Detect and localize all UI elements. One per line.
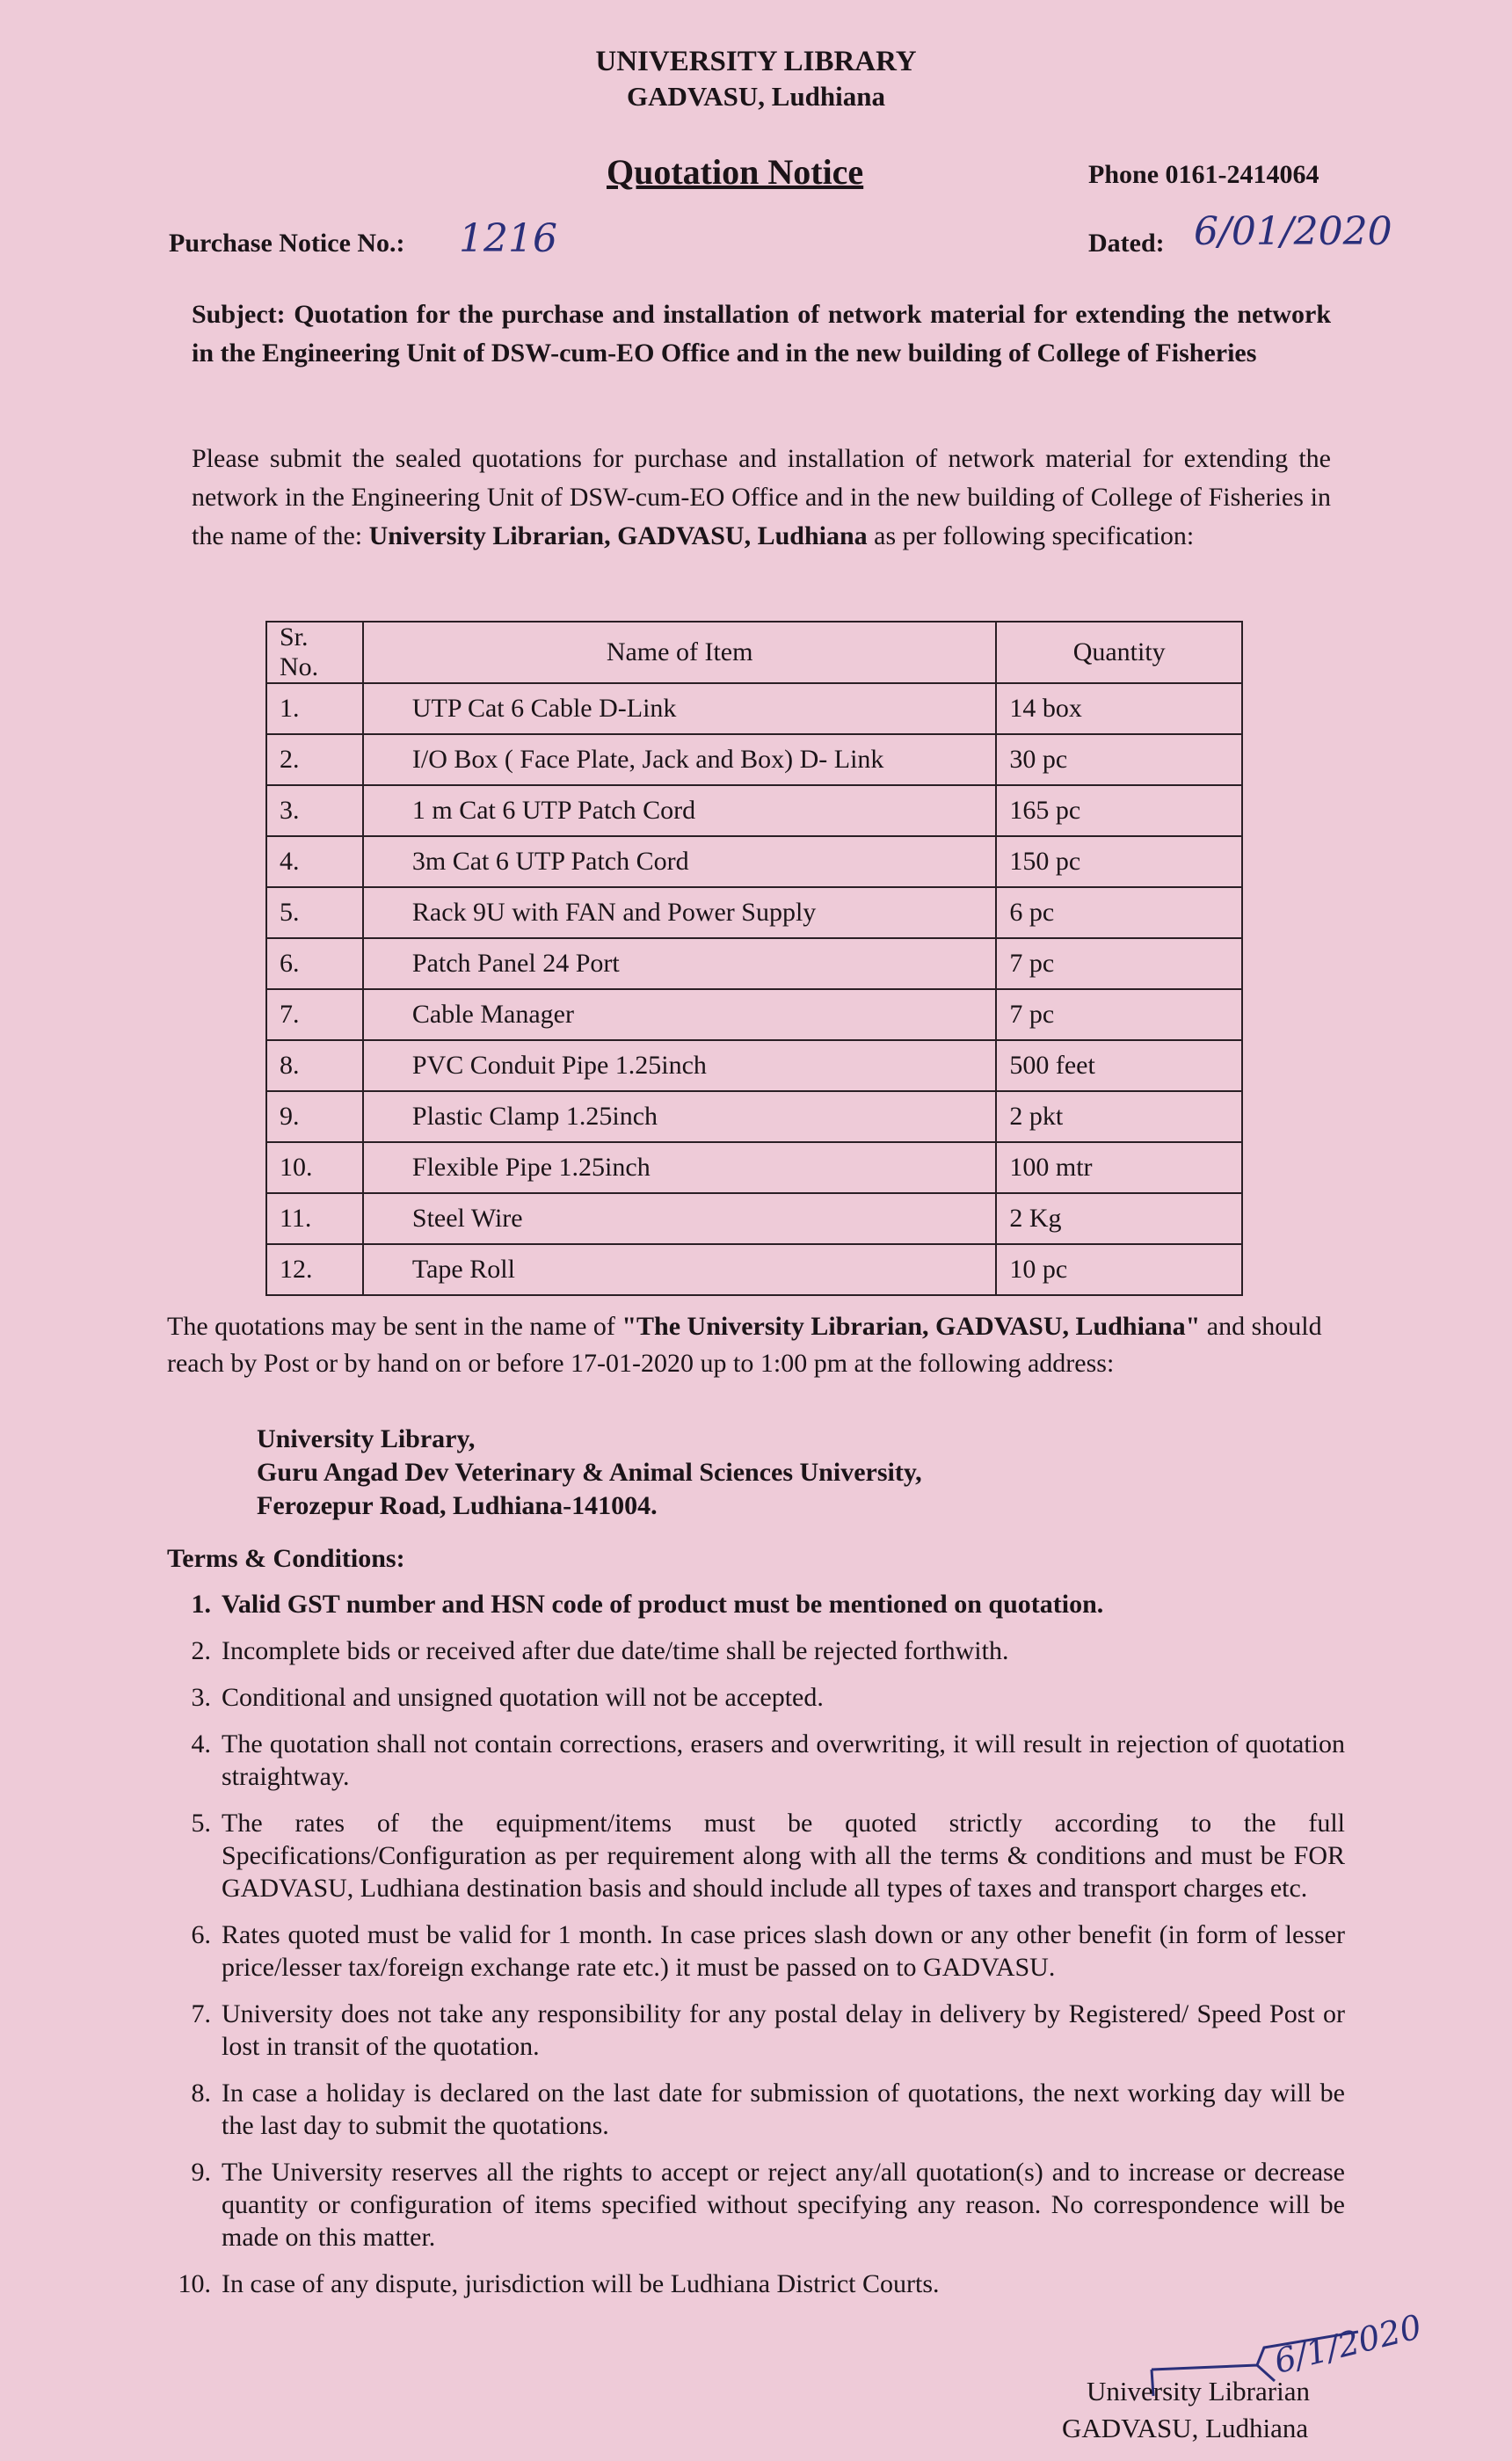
term-text: Rates quoted must be valid for 1 month. In case prices slash down or any other benefit (in form of lesser price/lesser tax/foreign exchange rate etc.) it must be passed on to GADVASU. xyxy=(222,1920,1345,1982)
column-header-item-name: Name of Item xyxy=(363,622,996,683)
submission-text-start: The quotations may be sent in the name of xyxy=(167,1312,622,1341)
term-number: 10. xyxy=(178,2269,211,2298)
cell-sr-no: 2. xyxy=(266,734,363,785)
cell-quantity: 100 mtr xyxy=(996,1142,1242,1193)
term-item xyxy=(141,1807,1345,1904)
term-item xyxy=(141,2156,1345,2253)
table-row xyxy=(266,734,1242,785)
term-text: The University reserves all the rights to accept or reject any/all quotation(s) and to increase or decrease quantity or configuration of items specified without specifying any reason. No correspondence will be made on this matter. xyxy=(222,2158,1345,2252)
postal-address xyxy=(257,1423,922,1523)
header-university-library: UNIVERSITY LIBRARY xyxy=(595,46,917,77)
term-item xyxy=(141,1728,1345,1793)
items-table xyxy=(265,621,1243,1296)
term-item xyxy=(141,1635,1345,1667)
term-item xyxy=(141,1681,1345,1714)
signatory-title: University Librarian xyxy=(1087,2376,1310,2406)
table-row xyxy=(266,1142,1242,1193)
term-number: 2. xyxy=(191,1636,211,1665)
cell-quantity: 165 pc xyxy=(996,785,1242,836)
address-line: Ferozepur Road, Ludhiana-141004. xyxy=(257,1491,658,1520)
table-row xyxy=(266,989,1242,1040)
signatory-institution: GADVASU, Ludhiana xyxy=(1062,2413,1309,2443)
table-row xyxy=(266,1193,1242,1244)
cell-item-name: Patch Panel 24 Port xyxy=(363,938,996,989)
table-row xyxy=(266,1040,1242,1091)
cell-sr-no: 10. xyxy=(266,1142,363,1193)
term-number: 5. xyxy=(191,1809,211,1838)
cell-item-name: UTP Cat 6 Cable D-Link xyxy=(363,683,996,734)
purchase-notice-number: 1216 xyxy=(459,216,557,261)
cell-sr-no: 4. xyxy=(266,836,363,887)
term-number: 7. xyxy=(191,1999,211,2028)
cell-sr-no: 11. xyxy=(266,1193,363,1244)
terms-list xyxy=(141,1588,1345,2314)
term-number: 6. xyxy=(191,1920,211,1949)
cell-quantity: 150 pc xyxy=(996,836,1242,887)
cell-quantity: 2 pkt xyxy=(996,1091,1242,1142)
subject-paragraph: Subject: Quotation for the purchase and installation of network material for extending the network in the Engineering Unit of DSW-cum-EO Office and in the new building of College of Fisheries xyxy=(192,300,1331,368)
cell-item-name: Flexible Pipe 1.25inch xyxy=(363,1142,996,1193)
table-header-row xyxy=(266,622,1242,683)
term-item xyxy=(141,2077,1345,2142)
cell-item-name: Steel Wire xyxy=(363,1193,996,1244)
page-title: Quotation Notice xyxy=(607,152,864,192)
cell-quantity: 10 pc xyxy=(996,1244,1242,1295)
address-line: University Library, xyxy=(257,1424,476,1453)
cell-quantity: 14 box xyxy=(996,683,1242,734)
cell-item-name: I/O Box ( Face Plate, Jack and Box) D- Link xyxy=(363,734,996,785)
cell-item-name: Rack 9U with FAN and Power Supply xyxy=(363,887,996,938)
term-number: 8. xyxy=(191,2079,211,2108)
column-header-quantity: Quantity xyxy=(996,622,1242,683)
term-number: 1. xyxy=(191,1590,211,1619)
table-row xyxy=(266,683,1242,734)
cell-quantity: 7 pc xyxy=(996,989,1242,1040)
terms-heading: Terms & Conditions: xyxy=(167,1544,405,1573)
intro-addressee: University Librarian, GADVASU, Ludhiana xyxy=(368,521,868,550)
cell-item-name: PVC Conduit Pipe 1.25inch xyxy=(363,1040,996,1091)
submission-addressee: "The University Librarian, GADVASU, Ludhiana" xyxy=(622,1312,1201,1341)
address-line: Guru Angad Dev Veterinary & Animal Sciences University, xyxy=(257,1458,922,1487)
cell-sr-no: 5. xyxy=(266,887,363,938)
term-item xyxy=(141,1588,1345,1620)
submission-text-end: and should reach by Post or by hand on or before 17-01-2020 up to 1:00 pm at the following address: xyxy=(167,1312,1322,1378)
term-number: 4. xyxy=(191,1729,211,1758)
dated-value: 6/01/2020 xyxy=(1194,209,1392,254)
term-text: Conditional and unsigned quotation will not be accepted. xyxy=(222,1683,824,1712)
term-number: 9. xyxy=(191,2158,211,2187)
term-number: 3. xyxy=(191,1683,211,1712)
table-row xyxy=(266,1244,1242,1295)
term-item xyxy=(141,1919,1345,1984)
cell-item-name: Tape Roll xyxy=(363,1244,996,1295)
term-item xyxy=(141,1998,1345,2063)
intro-text-start: Please submit the sealed quotations for purchase and installation of network material for extending the network in the Engineering Unit of DSW-cum-EO Office and in the new building of College of Fisheries in the name of the: xyxy=(192,444,1331,550)
term-text: Incomplete bids or received after due date/time shall be rejected forthwith. xyxy=(222,1636,1009,1665)
cell-item-name: 1 m Cat 6 UTP Patch Cord xyxy=(363,785,996,836)
cell-quantity: 30 pc xyxy=(996,734,1242,785)
cell-quantity: 500 feet xyxy=(996,1040,1242,1091)
cell-quantity: 2 Kg xyxy=(996,1193,1242,1244)
term-text: Valid GST number and HSN code of product must be mentioned on quotation. xyxy=(222,1590,1104,1619)
cell-quantity: 7 pc xyxy=(996,938,1242,989)
term-text: The quotation shall not contain corrections, erasers and overwriting, it will result in rejection of quotation straightway. xyxy=(222,1729,1345,1791)
cell-item-name: Plastic Clamp 1.25inch xyxy=(363,1091,996,1142)
phone-number: Phone 0161-2414064 xyxy=(1088,160,1319,189)
table-row xyxy=(266,1091,1242,1142)
table-row xyxy=(266,938,1242,989)
dated-label: Dated: xyxy=(1088,229,1165,258)
term-text: In case of any dispute, jurisdiction will be Ludhiana District Courts. xyxy=(222,2269,940,2298)
cell-sr-no: 8. xyxy=(266,1040,363,1091)
cell-sr-no: 9. xyxy=(266,1091,363,1142)
table-row xyxy=(266,785,1242,836)
cell-sr-no: 3. xyxy=(266,785,363,836)
cell-sr-no: 1. xyxy=(266,683,363,734)
term-text: The rates of the equipment/items must be quoted strictly according to the full Specifications/Configuration as per requirement along with all the terms & conditions and must be FOR GADVASU, Ludhiana destination basis and should include all types of taxes and transport charges etc. xyxy=(222,1809,1345,1903)
term-text: In case a holiday is declared on the last date for submission of quotations, the next working day will be the last day to submit the quotations. xyxy=(222,2079,1345,2140)
term-text: University does not take any responsibility for any postal delay in delivery by Registered/ Speed Post or lost in transit of the quotation. xyxy=(222,1999,1345,2061)
cell-item-name: Cable Manager xyxy=(363,989,996,1040)
cell-sr-no: 12. xyxy=(266,1244,363,1295)
cell-sr-no: 6. xyxy=(266,938,363,989)
column-header-sr-no: Sr. No. xyxy=(266,622,363,683)
intro-text-end: as per following specification: xyxy=(867,521,1195,550)
header-gadvasu-ludhiana: GADVASU, Ludhiana xyxy=(626,81,886,112)
term-item xyxy=(141,2268,1345,2300)
signature-date: 6/1/2020 xyxy=(1270,2307,1426,2381)
cell-sr-no: 7. xyxy=(266,989,363,1040)
cell-quantity: 6 pc xyxy=(996,887,1242,938)
table-row xyxy=(266,887,1242,938)
intro-paragraph xyxy=(192,440,1331,556)
submission-instructions xyxy=(167,1308,1336,1382)
purchase-notice-label: Purchase Notice No.: xyxy=(169,229,405,258)
cell-item-name: 3m Cat 6 UTP Patch Cord xyxy=(363,836,996,887)
table-row xyxy=(266,836,1242,887)
